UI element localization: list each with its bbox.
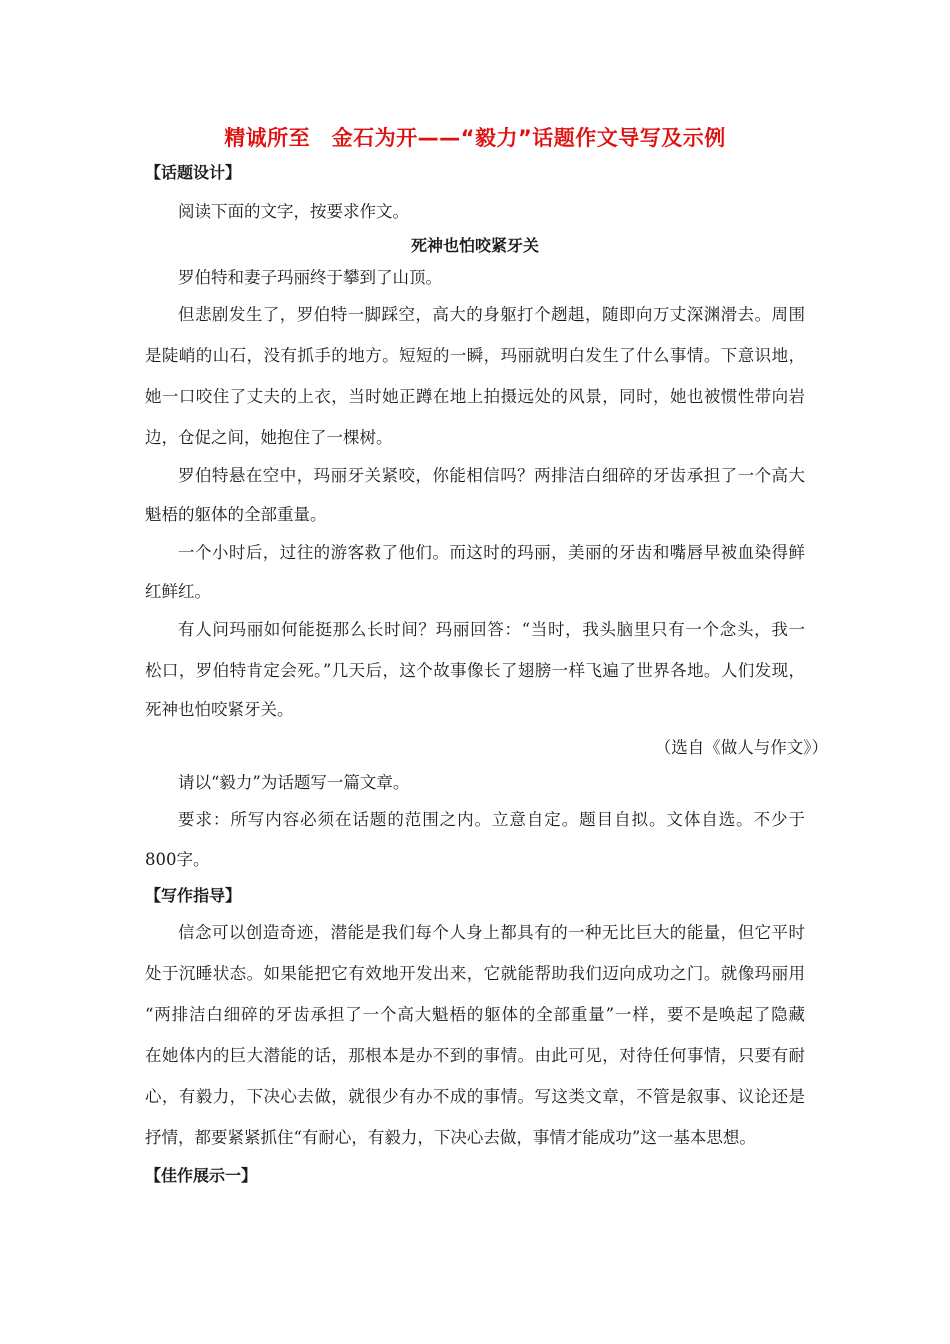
story-line: 边，仓促之间，她抱住了一棵树。: [145, 428, 393, 447]
guide-line: 心，有毅力，下决心去做，就很少有办不成的事情。写这类文章，不管是叙事、议论还是: [145, 1087, 805, 1106]
story-line: 罗伯特和妻子玛丽终于攀到了山顶。: [178, 268, 442, 287]
source-citation: （选自《做人与作文》）: [654, 738, 828, 757]
story-line: 死神也怕咬紧牙关。: [145, 700, 294, 719]
intro-text: 阅读下面的文字，按要求作文。: [178, 202, 409, 221]
story-line: 红鲜红。: [145, 582, 211, 601]
story-title: 死神也怕咬紧牙关: [410, 236, 539, 255]
section-heading-example: 【佳作展示一】: [145, 1166, 258, 1185]
guide-line: 在她体内的巨大潜能的话，那根本是办不到的事情。由此可见，对待任何事情，只要有耐: [145, 1046, 805, 1065]
story-line: 松口，罗伯特肯定会死。”几天后，这个故事像长了翅膀一样飞遍了世界各地。人们发现，: [145, 661, 805, 680]
story-line: 是陡峭的山石，没有抓手的地方。短短的一瞬，玛丽就明白发生了什么事情。下意识地，: [145, 346, 805, 365]
section-heading-guide: 【写作指导】: [145, 886, 242, 905]
page-title: 精诚所至 金石为开——“毅力”话题作文导写及示例: [224, 126, 726, 150]
story-line: 罗伯特悬在空中，玛丽牙关紧咬，你能相信吗？两排洁白细碎的牙齿承担了一个高大: [178, 466, 805, 485]
story-line: 一个小时后，过往的游客救了他们。而这时的玛丽，美丽的牙齿和嘴唇早被血染得鲜: [178, 543, 805, 562]
guide-line: “两排洁白细碎的牙齿承担了一个高大魁梧的躯体的全部重量”一样，要不是唤起了隐藏: [145, 1005, 805, 1024]
story-line: 有人问玛丽如何能挺那么长时间？玛丽回答：“当时，我头脑里只有一个念头，我一: [178, 620, 805, 639]
story-line: 魁梧的躯体的全部重量。: [145, 505, 327, 524]
guide-line: 抒情，都要紧紧抓住“有耐心，有毅力，下决心去做，事情才能成功”这一基本思想。: [145, 1128, 756, 1147]
requirement-text: 800字。: [145, 850, 210, 869]
guide-line: 信念可以创造奇迹，潜能是我们每个人身上都具有的一种无比巨大的能量，但它平时: [178, 923, 805, 942]
prompt-text: 请以“毅力”为话题写一篇文章。: [178, 773, 410, 792]
guide-line: 处于沉睡状态。如果能把它有效地开发出来，它就能帮助我们迈向成功之门。就像玛丽用: [145, 964, 805, 983]
story-line: 但悲剧发生了，罗伯特一脚踩空，高大的身躯打个趔趄，随即向万丈深渊滑去。周围: [178, 305, 805, 324]
story-line: 她一口咬住了丈夫的上衣，当时她正蹲在地上拍摄远处的风景，同时，她也被惯性带向岩: [145, 387, 805, 406]
section-heading-topic: 【话题设计】: [145, 163, 242, 182]
requirement-text: 要求：所写内容必须在话题的范围之内。立意自定。题目自拟。文体自选。不少于: [178, 810, 805, 829]
